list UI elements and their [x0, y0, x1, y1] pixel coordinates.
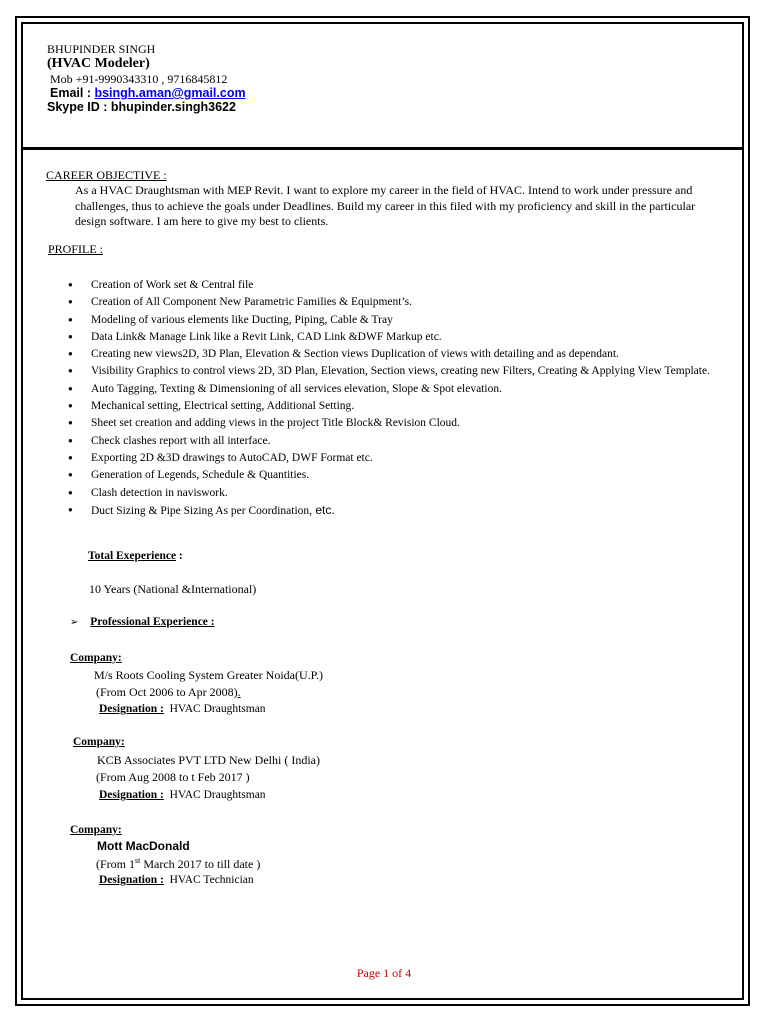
arrow-bullet-icon: ➢ — [70, 617, 79, 628]
email-link[interactable]: bsingh.aman@gmail.com — [94, 86, 246, 100]
professional-experience-heading: ➢ Professional Experience : — [70, 616, 215, 628]
list-item: ● Modeling of various elements like Ducting, Piping, Cable & Tray — [48, 313, 728, 327]
company-period: (From 1st March 2017 to till date ) — [96, 856, 261, 871]
company-label: Company: — [73, 736, 125, 748]
total-experience-value: 10 Years (National &International) — [89, 582, 257, 596]
company-period: (From Oct 2006 to Apr 2008). — [96, 685, 241, 699]
page-number: Page 1 of 4 — [356, 966, 412, 980]
company-designation: Designation : HVAC Draughtsman — [99, 703, 266, 715]
list-item: ● Check clashes report with all interface. — [48, 434, 728, 448]
company-designation: Designation : HVAC Draughtsman — [99, 789, 266, 801]
list-item: ● Creation of All Component New Parametric Families & Equipment’s. — [48, 295, 728, 309]
list-item: ● Sheet set creation and adding views in the project Title Block& Revision Cloud. — [48, 416, 728, 430]
list-item: ● Creating new views2D, 3D Plan, Elevation & Section views Duplication of views with detailing and as dependant. — [48, 347, 728, 361]
list-item: ● Clash detection in naviswork. — [48, 486, 728, 500]
mobile-number: Mob +91-9990343310 , 9716845812 — [50, 72, 228, 86]
list-item: ● Generation of Legends, Schedule & Quantities. — [48, 468, 728, 482]
total-experience-heading: Total Exeperience : — [88, 550, 183, 562]
company-name: KCB Associates PVT LTD New Delhi ( India) — [97, 753, 320, 767]
list-item: ● Exporting 2D &3D drawings to AutoCAD, DWF Format etc. — [48, 451, 728, 465]
skype-id: Skype ID : bhupinder.singh3622 — [47, 100, 236, 114]
header-divider — [21, 147, 744, 150]
company-designation: Designation : HVAC Technician — [99, 874, 254, 886]
candidate-title: (HVAC Modeler) — [47, 56, 150, 71]
career-objective-text: As a HVAC Draughtsman with MEP Revit. I want to explore my career in the field of HVAC. Intend to work under pressure and challenges, thus to achieve the goals under Deadlines. Build my career in this filed with my proficiency and skill in the particular design software. I am here to give my best to clients. — [75, 183, 696, 228]
list-item: ● Creation of Work set & Central file — [48, 278, 728, 292]
email-line — [50, 86, 246, 100]
list-item: ● Data Link& Manage Link like a Revit Link, CAD Link &DWF Markup etc. — [48, 330, 728, 344]
list-item: ● Mechanical setting, Electrical setting, Additional Setting. — [48, 399, 728, 413]
career-objective-heading: CAREER OBJECTIVE : — [46, 168, 167, 182]
company-label: Company: — [70, 824, 122, 836]
list-item: ● Auto Tagging, Texting & Dimensioning of all services elevation, Slope & Spot elevation. — [48, 382, 728, 396]
list-item: ● Visibility Graphics to control views 2D, 3D Plan, Elevation, Section views, creating new Filters, Creating & Applying View Template. — [48, 364, 728, 378]
candidate-name: BHUPINDER SINGH — [47, 42, 156, 56]
profile-list — [48, 278, 728, 521]
company-name: Mott MacDonald — [97, 839, 190, 853]
company-period: (From Aug 2008 to t Feb 2017 ) — [96, 770, 250, 784]
company-name: M/s Roots Cooling System Greater Noida(U.P.) — [94, 668, 323, 682]
profile-heading: PROFILE : — [48, 242, 104, 256]
list-item: ● Duct Sizing & Pipe Sizing As per Coordination, etc. — [48, 503, 728, 518]
company-label: Company: — [70, 652, 122, 664]
email-label: Email : — [50, 86, 95, 100]
